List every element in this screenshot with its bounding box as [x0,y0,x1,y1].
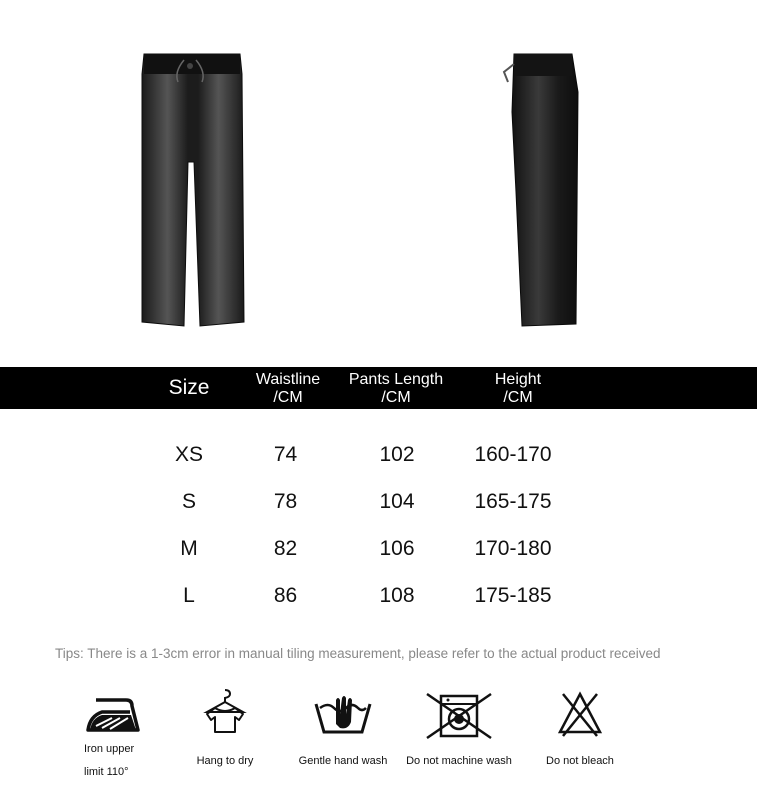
header-waistline [248,371,328,407]
pants-front-image [138,52,246,328]
iron-label-line1: Iron upper [84,743,135,755]
care-no-bleach [538,690,622,771]
header-height-line1: Height [494,371,542,388]
hanger-shirt-icon [203,688,247,736]
hand-wash-icon [314,692,372,736]
cell-height: 160-170 [474,443,552,466]
table-row [0,581,757,611]
cell-length: 108 [379,584,415,607]
no-bleach-icon [557,690,603,738]
cell-length: 104 [379,490,415,513]
cell-waist: 86 [273,584,298,607]
cell-length: 102 [379,443,415,466]
cell-waist: 74 [273,443,298,466]
care-iron [78,690,148,782]
cell-length: 106 [379,537,415,560]
cell-height: 175-185 [474,584,552,607]
size-table-header [0,367,757,409]
iron-icon [82,690,144,736]
care-no-machine-wash [398,692,520,771]
tips-text: Tips: There is a 1-3cm error in manual tiling measurement, please refer to the actual product received [55,646,661,661]
no-machine-wash-label: Do not machine wash [406,755,512,767]
hang-dry-label: Hang to dry [196,755,254,767]
header-height [470,371,566,407]
table-row [0,534,757,564]
header-pants-length [340,371,452,407]
table-row [0,440,757,470]
header-length-line2: /CM [381,389,411,406]
header-size: Size [168,376,210,399]
header-length-line1: Pants Length [348,371,444,388]
cell-size: L [183,584,195,607]
hand-wash-label: Gentle hand wash [298,755,388,767]
no-machine-wash-icon [425,692,493,740]
cell-height: 170-180 [474,537,552,560]
care-hand-wash [290,692,396,771]
iron-label-line2: limit 110° [84,766,129,778]
cell-waist: 78 [273,490,298,513]
no-bleach-label: Do not bleach [546,755,614,767]
header-waistline-line2: /CM [273,389,303,406]
table-row [0,487,757,517]
header-height-line2: /CM [503,389,533,406]
cell-size: S [181,490,196,513]
care-hang-dry [188,688,262,771]
cell-size: M [180,537,198,560]
cell-height: 165-175 [474,490,552,513]
cell-size: XS [174,443,203,466]
header-waistline-line1: Waistline [255,371,321,388]
cell-waist: 82 [273,537,298,560]
pants-side-image [500,52,590,328]
